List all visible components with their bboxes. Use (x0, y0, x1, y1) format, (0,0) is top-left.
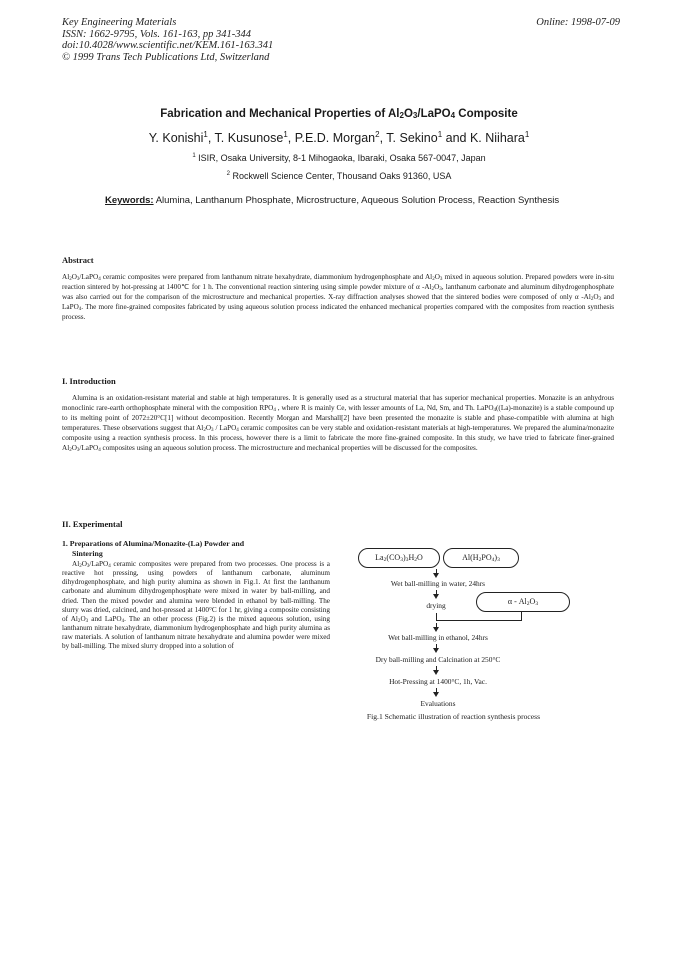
flow-step-evaluations: Evaluations (420, 699, 456, 708)
flow-arrow (433, 644, 441, 653)
affiliation-1: $^1$ ISIR, Osaka University, 8-1 Mihogaoka, Ibaraki, Osaka 567-0047, Japan (192, 153, 486, 163)
flow-step-wet-milling-water: Wet ball-milling in water, 24hrs (390, 579, 486, 588)
experimental-text: $Al_2O_3/LaPO_4$ ceramic composites were prepared from two processes. One process is a reactive hot pressing, using powders of lanthanum carbonate, aluminum dihydrogenphosphate, and high purity alumina as shown in Fig.1. At first the lanthanum carbonate and aluminum dihydrogenphosphate were mixed in water by ball-milling, and dried. Then the mixed powder and alumina were blended in ethanol by ball-milling. The slurry was dried, calcined, and hot-pressed at 1400°C for 1 hr, giving a composite consisting of $Al_2O_3$ and LaPO$_4$. The an other process (Fig.2) is the mixed aqueous solution, using lanthanum nitrate hexahydrate, diammonium hydrogenphosphate and high purity alumina as raw materials. A solution of lanthanum nitrate hexahydrate and alumina powder were mixed by ball-milling. The mixed slurry dropped into a solution of (62, 560, 330, 651)
journal-info (62, 17, 273, 63)
copyright: © 1999 Trans Tech Publications Ltd, Switzerland (62, 51, 270, 63)
abstract-text: $Al_2O_3/LaPO_4$ ceramic composites were prepared from lanthanum nitrate hexahydrate, diammonium hydrogenphosphate and $Al_2O_3$ mixed in aqueous solution. Prepared powders were in-situ reaction sintered by hot-pressing at 1400℃ for 1 h. The conventional reaction sintering using simple powder mixture of α $-Al_2O_3$, lanthanum carbonate and aluminum dihydrogenphosphate was also carried out for the comparison of the microstructure and mechanical properties. X-ray diffraction analyses showed that the sintered bodies were composed of only α $-Al_2O_3$ and LaPO$_4$. The more fine-grained composites fabricated by using aqueous solution process indicated the enhanced mechanical properties compared with the composites from reaction synthesis process. (62, 273, 614, 322)
figure-1-caption: Fig.1 Schematic illustration of reaction synthesis process (366, 712, 541, 721)
flow-step-wet-milling-ethanol: Wet ball-milling in ethanol, 24hrs (388, 633, 488, 642)
flow-box-alumina: α - $Al_2O_3$ (476, 592, 570, 612)
introduction-heading: I. Introduction (62, 376, 116, 386)
paper-title: Fabrication and Mechanical Properties of $Al_2O_3/LaPO_4$ Composite (160, 108, 518, 120)
doi: doi:10.4028/www.scientific.net/KEM.161-163.341 (62, 40, 274, 51)
flow-arrow (433, 590, 441, 599)
figure-1 (340, 540, 620, 730)
flow-box-aluminum-phosphate: $Al(H_2PO_4)_3$ (443, 548, 519, 568)
subsection-heading: 1. Preparations of Alumina/Monazite-(La) Powder and Sintering (62, 539, 245, 558)
online-date: Online: 1998-07-09 (536, 17, 620, 28)
flow-box-lanthanum-carbonate: $La_2(CO_3)_3H_2O$ (358, 548, 440, 568)
flow-arrow (433, 666, 441, 675)
introduction-text: Alumina is an oxidation-resistant material and stable at high temperatures. It is generally used as a structural material that has superior mechanical properties. Monazite is an anhydrous monoclinic rare-earth orthophosphate mineral with the composition $RPO_4$ , where R is mainly Ce, with lesser amounts of La, Nd, Sm, and Th. LaPO$_4$((La)-monazite) is a stable compound up to its melting point of 2072±20°C[1] without decomposition. Recently Morgan and Marshall[2] have been presented the monazite is stable and phase-compatible with alumina at high temperatures. These observations suggest that $Al_2O_3$ / LaPO$_4$ ceramic composites can be very stable and oxidation-resistant materials at high-temperatures. We prepared the alumina/monazite composite using a reaction synthesis process. In this process, however there is a limit to fabricate the more fine-grained composite. In this study, we have tried to fabricate finer-grained $Al_2O_3/LaPO_4$ composites using an aqueous solution process. The microstructure and mechanical properties will be discussed for the composites. (62, 394, 615, 454)
keywords: Keywords: Alumina, Lanthanum Phosphate, Microstructure, Aqueous Solution Process, Reaction Synthesis (105, 195, 560, 206)
flow-connector (436, 620, 522, 621)
flow-arrow (433, 623, 441, 632)
flow-arrow (433, 688, 441, 697)
experimental-heading: II. Experimental (62, 519, 123, 529)
flow-step-hot-pressing: Hot-Pressing at 1400°C, 1h, Vac. (389, 677, 487, 686)
authors: Y. Konishi$^1$, T. Kusunose$^1$, P.E.D. Morgan$^2$, T. Sekino$^1$ and K. Niihara$^1$ (148, 130, 530, 146)
flow-arrow (433, 569, 441, 578)
issn: ISSN: 1662-9795, Vols. 161-163, pp 341-344 (62, 28, 251, 40)
flow-step-drying: drying (426, 601, 446, 610)
journal-name: Key Engineering Materials (62, 17, 177, 28)
affiliation-2: $^2$ Rockwell Science Center, Thousand Oaks 91360, USA (226, 171, 452, 181)
abstract-heading: Abstract (62, 255, 94, 265)
flow-step-calcination: Dry ball-milling and Calcination at 250°C (375, 655, 501, 664)
